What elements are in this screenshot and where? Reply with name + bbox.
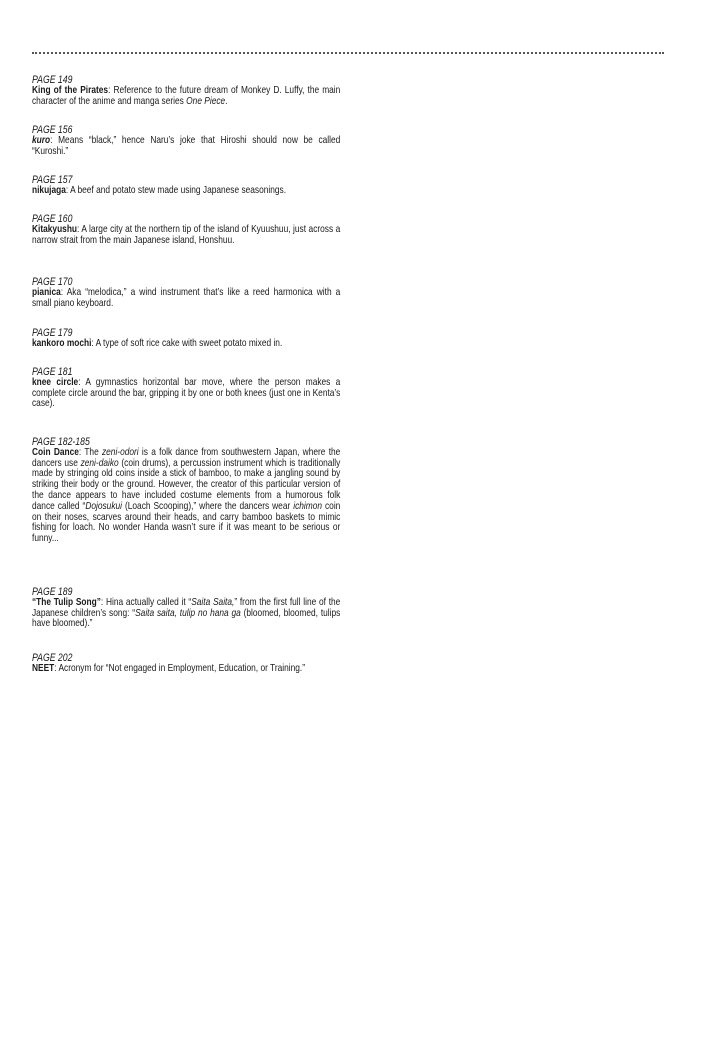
definition-text: . <box>225 95 228 107</box>
definition-text: : A type of soft rice cake with sweet potato mixed in. <box>91 337 283 349</box>
entry-text <box>32 378 340 410</box>
definition-text: : Hina actually called it “ <box>100 596 192 608</box>
glossary-entry <box>32 587 340 630</box>
definition-text: (coin drums), a percussion instrument which is traditionally made by stringing old coins inside a stick of bamboo, to make a jangling sound by striking their body or the ground. However, the creator of this particular version of the dance appears to have included costume elements from a humorous folk dance called “ <box>32 457 341 512</box>
glossary-entry <box>32 328 340 350</box>
entry-text <box>32 664 340 675</box>
glossary-entry <box>32 214 340 246</box>
entry-text <box>32 339 340 350</box>
page-reference: PAGE 182-185 <box>32 436 90 448</box>
page-reference: PAGE 156 <box>32 124 73 136</box>
term: kankoro mochi <box>32 337 92 349</box>
glossary-entry <box>32 437 340 545</box>
definition-text: : A beef and potato stew made using Japanese seasonings. <box>65 184 287 196</box>
entry-text <box>32 86 340 108</box>
definition-text: One Piece <box>186 95 226 107</box>
term: kuro <box>32 134 51 146</box>
entry-text <box>32 225 340 247</box>
glossary-entry <box>32 125 340 157</box>
definition-text: is a folk dance from southwestern Japan, where the dancers use <box>32 446 341 469</box>
page-reference: PAGE 170 <box>32 276 73 288</box>
page-reference: PAGE 202 <box>32 652 73 664</box>
definition-text: ichimon <box>293 500 323 512</box>
page-reference: PAGE 160 <box>32 213 73 225</box>
dotted-divider <box>32 52 664 54</box>
definition-text: : A gymnastics horizontal bar move, where the person makes a complete circle around the bar, gripping it by one or both knees (just one in Kenta’s case). <box>32 376 341 410</box>
term: knee circle <box>32 376 79 388</box>
glossary-entry <box>32 653 340 675</box>
definition-text: Dojosukui <box>85 500 123 512</box>
entry-text <box>32 598 340 630</box>
glossary-entry <box>32 75 340 107</box>
term: King of the Pirates <box>32 84 109 96</box>
definition-text: coin on their noses, scarves around their heads, and carry bamboo baskets to mimic fishing for loach. No wonder Handa wasn’t sure if it was meant to be serious or funny... <box>32 500 341 545</box>
term: Coin Dance <box>32 446 79 458</box>
entry-text <box>32 136 340 158</box>
definition-text: : Reference to the future dream of Monkey D. Luffy, the main character of the anime and manga series <box>32 84 341 107</box>
entry-text <box>32 448 340 545</box>
term: Kitakyushu <box>32 223 78 235</box>
page-reference: PAGE 179 <box>32 327 73 339</box>
entry-text <box>32 288 340 310</box>
definition-text: : Means “black,” hence Naru’s joke that Hiroshi should now be called “Kuroshi.” <box>32 134 341 157</box>
entry-text <box>32 186 340 197</box>
glossary-entry <box>32 277 340 309</box>
definition-text: ” from the first full line of the Japanese children’s song: “ <box>32 596 341 619</box>
term: NEET <box>32 662 55 674</box>
definition-text: zeni-daiko <box>80 457 119 469</box>
page-reference: PAGE 149 <box>32 74 73 86</box>
definition-text: (Loach Scooping),” where the dancers wear <box>122 500 294 512</box>
term: “The Tulip Song” <box>32 596 101 608</box>
term: nikujaga <box>32 184 66 196</box>
definition-text: : A large city at the northern tip of the island of Kyuushuu, just across a narrow strait from the main Japanese island, Honshuu. <box>32 223 341 246</box>
definition-text: zeni-odori <box>101 446 139 458</box>
definition-text: Saita saita, tulip no hana ga <box>135 607 241 619</box>
definition-text: : Aka “melodica,” a wind instrument that’s like a reed harmonica with a small piano keyboard. <box>32 286 341 309</box>
definition-text: (bloomed, bloomed, tulips have bloomed).” <box>32 607 341 630</box>
definition-text: : Acronym for “Not engaged in Employment, Education, or Training.” <box>54 662 306 674</box>
term: pianica <box>32 286 61 298</box>
definition-text: : The <box>78 446 102 458</box>
definition-text: Saita Saita, <box>191 596 235 608</box>
glossary-entry <box>32 367 340 410</box>
page-reference: PAGE 157 <box>32 174 73 186</box>
page-reference: PAGE 189 <box>32 586 73 598</box>
page-reference: PAGE 181 <box>32 366 73 378</box>
glossary-entry <box>32 175 340 197</box>
